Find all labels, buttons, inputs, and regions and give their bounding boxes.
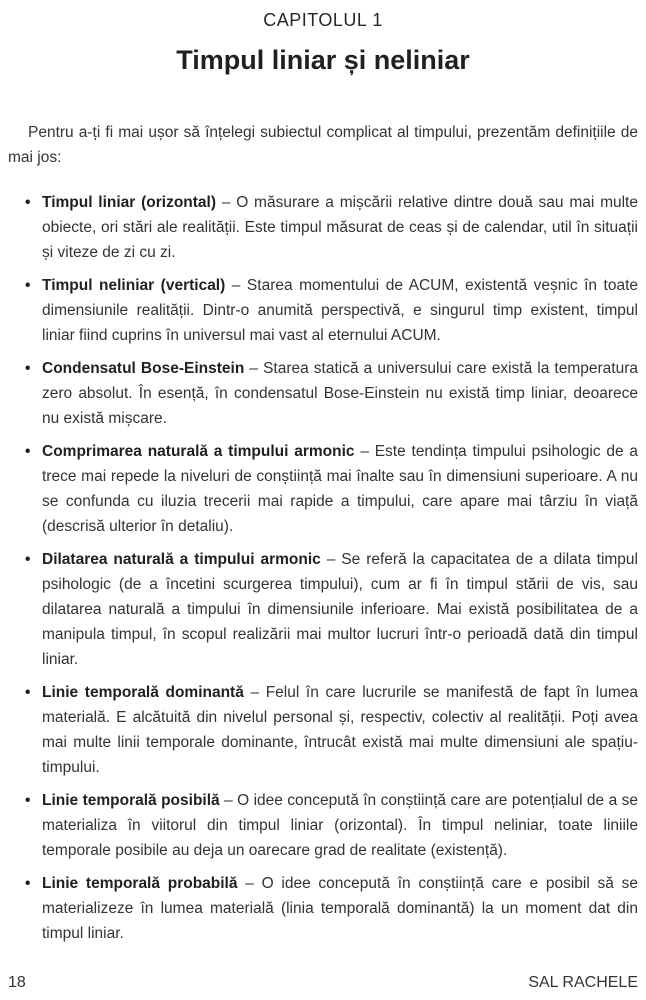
term-label: Condensatul Bose-Einstein <box>42 360 245 377</box>
list-item <box>8 871 638 946</box>
list-item <box>8 788 638 863</box>
page-footer <box>8 974 638 994</box>
term-label: Linie temporală dominantă <box>42 684 244 701</box>
definition-text: – O măsurare a mișcării relative dintre două sau mai multe obiecte, ori stări ale realității. Este timpul măsurat de ceas și de calendar, util în situații și viteze de zi cu zi. <box>42 194 638 261</box>
bullet-icon: • <box>25 551 31 568</box>
bullet-icon: • <box>25 443 31 460</box>
term-label: Linie temporală probabilă <box>42 875 238 892</box>
definition-text: – Starea momentului de ACUM, existentă veșnic în toate dimensiunile realității. Dintr-o anumită perspectivă, e singurul timp existent, timpul liniar fiind cuprins în universul mai vast al eternului ACUM. <box>42 277 638 344</box>
author-name: SAL RACHELE <box>528 974 638 991</box>
list-item <box>8 680 638 780</box>
definition-text: – O idee concepută în conștiință care e posibil să se materializeze în lumea materială (linia temporală dominantă) la un moment dat din timpul liniar. <box>42 875 638 942</box>
list-item <box>8 547 638 672</box>
list-item <box>8 273 638 348</box>
definition-text: – Este tendința timpului psihologic de a trece mai repede la niveluri de conștiință mai înalte sau în dimensiuni superioare. A nu se confunda cu iluzia trecerii mai rapide a timpului, care apare mai târziu în viață (descrisă ulterior în detaliu). <box>42 443 638 535</box>
term-label: Comprimarea naturală a timpului armonic <box>42 443 355 460</box>
bullet-icon: • <box>25 792 31 809</box>
chapter-heading: CAPITOLUL 1 <box>263 10 383 30</box>
definition-text: – Felul în care lucrurile se manifestă de fapt în lumea materială. E alcătuită din nivelul personal și, respectiv, colectiv al realității. Poți avea mai multe linii temporale dominante, întrucât există mai multe dimensiuni ale spațiu-timpului. <box>42 684 638 776</box>
bullet-icon: • <box>25 277 31 294</box>
term-label: Timpul liniar (orizontal) <box>42 194 217 211</box>
page-title: Timpul liniar și neliniar <box>176 45 470 75</box>
definition-text: – Starea statică a universului care există la temperatura zero absolut. În esență, în condensatul Bose-Einstein nu există timp liniar, deoarece nu există mișcare. <box>42 360 639 427</box>
bullet-icon: • <box>25 360 31 377</box>
definition-text: – O idee concepută în conștiință care are potențialul de a se materializa în viitorul din timpul liniar (orizontal). În timpul neliniar, toate liniile temporale posibile au deja un oarecare grad de realitate (existență). <box>42 792 638 859</box>
term-label: Timpul neliniar (vertical) <box>42 277 226 294</box>
definition-text: – Se referă la capacitatea de a dilata timpul psihologic (de a încetini scurgerea timpului), cum ar fi în timpul stării de vis, sau dilatarea naturală a timpului în dimensiunile inferioare. Mai există posibilitatea de a manipula timpul, în scopul realizării mai multor lucruri într-o perioadă dată din timpul liniar. <box>42 551 638 668</box>
page-number: 18 <box>8 974 26 991</box>
term-label: Dilatarea naturală a timpului armonic <box>42 551 321 568</box>
bullet-icon: • <box>25 875 31 892</box>
term-label: Linie temporală posibilă <box>42 792 220 809</box>
bullet-icon: • <box>25 684 31 701</box>
list-item <box>8 190 638 265</box>
list-item <box>8 439 638 539</box>
bullet-icon: • <box>25 194 31 211</box>
intro-paragraph: Pentru a-ți fi mai ușor să înțelegi subiectul complicat al timpului, prezentăm definițiile de mai jos: <box>8 124 638 166</box>
definitions-list <box>8 182 638 946</box>
list-item <box>8 356 638 431</box>
